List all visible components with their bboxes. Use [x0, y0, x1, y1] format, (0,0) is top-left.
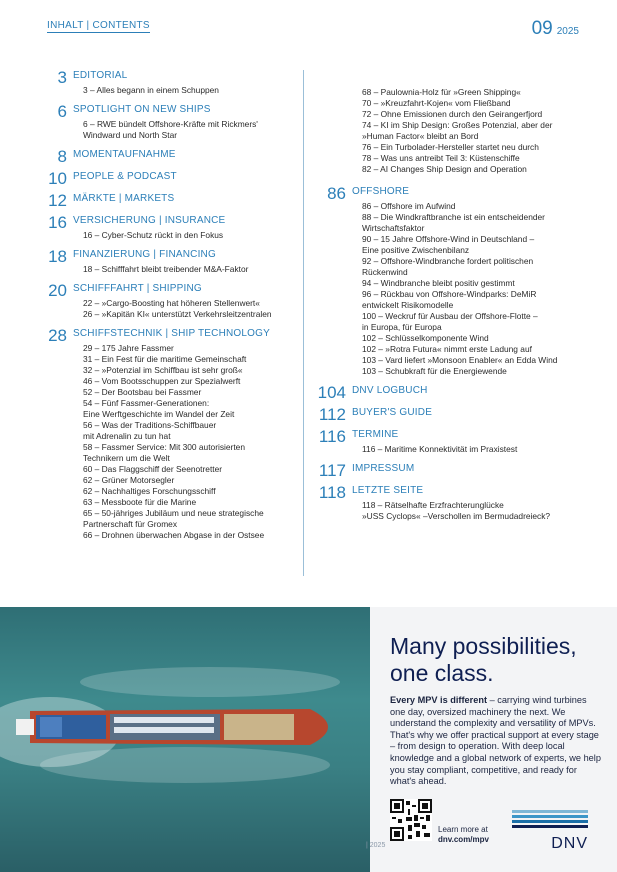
section-page-number: 10	[48, 169, 67, 188]
toc-left-column	[47, 68, 297, 541]
toc-section	[318, 483, 596, 522]
continued-entries	[326, 87, 596, 175]
section-entries	[47, 264, 297, 275]
ad-body-text: – carrying wind turbines one day, oversized machinery the next. We understand the complexity and versatility of MPVs. That's why we offer practical support at every stage – from design to operation. With deep local knowledge and a global network of experts, we help you stay compliant, competitive, and ready for what's ahead.	[390, 695, 601, 787]
toc-entry[interactable]: 103 – Vard liefert »Monsoon Enabler« an Edda Wind	[362, 355, 558, 365]
toc-entry[interactable]: 88 – Die Windkraftbranche ist ein entscheidender Wirtschaftsfaktor	[362, 212, 545, 233]
learn-more	[438, 825, 489, 845]
section-page-number: 28	[48, 326, 67, 345]
section-heading	[47, 102, 297, 121]
section-heading	[47, 213, 297, 232]
toc-entry[interactable]: 118 – Rätselhafte Erzfrachterunglücke »USS Cyclops« –Verschollen im Bermudadreieck?	[362, 500, 551, 521]
toc-section	[318, 405, 596, 424]
section-title: TERMINE	[352, 429, 399, 440]
toc-entry[interactable]: 90 – 15 Jahre Offshore-Wind in Deutschland – Eine positive Zwischenbilanz	[362, 234, 535, 255]
section-page-number: 112	[318, 405, 346, 424]
toc-section	[47, 102, 297, 141]
section-title: IMPRESSUM	[352, 463, 415, 474]
toc-entry[interactable]: 66 – Drohnen überwachen Abgase in der Ostsee	[83, 530, 265, 540]
section-heading	[47, 147, 297, 166]
section-entries	[326, 444, 596, 455]
section-heading	[318, 427, 596, 446]
toc-entry[interactable]: 32 – »Potenzial im Schiffbau ist sehr groß«	[83, 365, 243, 375]
section-entries	[326, 201, 596, 377]
section-title: PEOPLE & PODCAST	[73, 171, 177, 182]
toc-entry[interactable]: 116 – Maritime Konnektivität im Praxistest	[362, 444, 518, 454]
toc-section	[47, 68, 297, 96]
toc-entry[interactable]: 102 – Schlüsselkomponente Wind	[362, 333, 489, 343]
ship-icon	[10, 705, 350, 749]
section-page-number: 18	[48, 247, 67, 266]
toc-entry[interactable]: 52 – Der Bootsbau bei Fassmer	[83, 387, 202, 397]
toc-section	[47, 169, 297, 188]
section-heading	[317, 383, 596, 402]
issue-num: 09	[531, 18, 553, 39]
right-sections	[317, 184, 596, 522]
section-page-number: 12	[48, 191, 67, 210]
section-page-number: 20	[48, 281, 67, 300]
section-heading	[326, 184, 596, 203]
toc-entry[interactable]: 63 – Messboote für die Marine	[83, 497, 197, 507]
dnv-logo	[512, 810, 588, 853]
section-page-number: 117	[318, 461, 346, 480]
toc-entry[interactable]: 6 – RWE bündelt Offshore-Kräfte mit Rickmers' Windward und North Star	[83, 119, 258, 140]
section-heading	[318, 461, 596, 480]
section-title: SCHIFFFAHRT | SHIPPING	[73, 283, 202, 294]
contents-label: INHALT | CONTENTS	[47, 20, 150, 31]
section-title: MÄRKTE | MARKETS	[73, 193, 175, 204]
ad-headline: Many possibilities, one class.	[390, 633, 577, 686]
ship-aerial-photo	[0, 607, 370, 872]
section-title: EDITORIAL	[73, 70, 128, 81]
toc-entry[interactable]: 103 – Schubkraft für die Energiewende	[362, 366, 507, 376]
ad-url-link[interactable]: dnv.com/mpv	[438, 835, 489, 844]
toc-entry[interactable]: 26 – »Kapitän KI« unterstützt Verkehrsleitzentralen	[83, 309, 272, 319]
toc-section	[318, 427, 596, 455]
section-heading	[47, 326, 297, 345]
section-entries	[47, 343, 297, 541]
section-title: FINANZIERUNG | FINANCING	[73, 249, 216, 260]
section-page-number: 16	[48, 213, 67, 232]
section-page-number: 104	[317, 383, 346, 402]
section-page-number: 8	[57, 147, 67, 166]
toc-entry[interactable]: 56 – Was der Traditions-Schiffbauer mit Adrenalin zu tun hat	[83, 420, 217, 441]
toc-entry[interactable]: 86 – Offshore im Aufwind	[362, 201, 456, 211]
learn-more-label: Learn more at	[438, 825, 488, 834]
toc-entry[interactable]: 74 – KI im Ship Design: Großes Potenzial, aber der »Human Factor« bleibt an Bord	[362, 120, 553, 141]
section-heading	[47, 191, 297, 210]
toc-section	[47, 191, 297, 210]
toc-entry[interactable]: 102 – »Rotra Futura« nimmt erste Ladung auf	[362, 344, 532, 354]
section-entries	[47, 230, 297, 241]
toc-entry[interactable]: 82 – AI Changes Ship Design and Operation	[362, 164, 527, 174]
toc-section	[47, 247, 297, 275]
toc-entry[interactable]: 78 – Was uns antreibt Teil 3: Küstenschiffe	[362, 153, 520, 163]
toc-entry[interactable]: 62 – Nachhaltiges Forschungsschiff	[83, 486, 216, 496]
section-entries	[326, 500, 596, 522]
toc-section	[47, 147, 297, 166]
section-entries	[47, 119, 297, 141]
toc-entry[interactable]: 94 – Windbranche bleibt positiv gestimmt	[362, 278, 515, 288]
dnv-advertisement	[0, 607, 617, 872]
section-heading	[47, 68, 297, 87]
toc-entry[interactable]: 100 – Weckruf für Ausbau der Offshore-Flotte – in Europa, für Europa	[362, 311, 538, 332]
qr-code-icon[interactable]	[390, 799, 432, 841]
toc-section	[318, 461, 596, 480]
ad-body	[390, 695, 602, 788]
section-heading	[318, 405, 596, 424]
toc-entry[interactable]: 76 – Ein Turbolader-Hersteller startet neu durch	[362, 142, 539, 152]
toc-entry[interactable]: 16 – Cyber-Schutz rückt in den Fokus	[83, 230, 224, 240]
toc-entry[interactable]: 96 – Rückbau von Offshore-Windparks: DeMiR entwickelt Risikomodelle	[362, 289, 537, 310]
toc-entry[interactable]: 18 – Schifffahrt bleibt treibender M&A-Faktor	[83, 264, 249, 274]
toc-entry[interactable]: 65 – 50-jähriges Jubiläum und neue strategische Partnerschaft für Gromex	[83, 508, 264, 529]
section-title: MOMENTAUFNAHME	[73, 149, 176, 160]
toc-entry[interactable]: 29 – 175 Jahre Fassmer	[83, 343, 174, 353]
toc-entry[interactable]: 72 – Ohne Emissionen durch den Geirangerfjord	[362, 109, 543, 119]
toc-entry[interactable]: 92 – Offshore-Windbranche fordert politischen Rückenwind	[362, 256, 534, 277]
section-title: BUYER'S GUIDE	[352, 407, 433, 418]
toc-entry[interactable]: 70 – »Kreuzfahrt-Kojen« vom Fließband	[362, 98, 511, 108]
section-page-number: 118	[318, 483, 346, 502]
toc-entry[interactable]: 46 – Vom Bootsschuppen zur Spezialwerft	[83, 376, 241, 386]
toc-section	[47, 213, 297, 241]
toc-entry[interactable]: 54 – Fünf Fassmer-Generationen: Eine Werftgeschichte im Wandel der Zeit	[83, 398, 235, 419]
toc-section	[47, 326, 297, 541]
section-entries	[47, 298, 297, 320]
toc-section	[317, 383, 596, 402]
section-title: DNV LOGBUCH	[352, 385, 428, 396]
column-divider	[303, 70, 304, 576]
dnv-wave-icon	[512, 810, 588, 828]
toc-section	[47, 281, 297, 320]
toc-entry[interactable]: 3 – Alles begann in einem Schuppen	[83, 85, 219, 95]
toc-entry[interactable]: 68 – Paulownia-Holz für »Green Shipping«	[362, 87, 521, 97]
section-title: VERSICHERUNG | INSURANCE	[73, 215, 226, 226]
dnv-wordmark: DNV	[551, 835, 588, 852]
section-title: OFFSHORE	[352, 186, 410, 197]
section-page-number: 86	[327, 184, 346, 203]
toc-entry[interactable]: 58 – Fassmer Service: Mit 300 autorisierten Technikern um die Welt	[83, 442, 245, 463]
section-page-number: 3	[57, 68, 67, 87]
issue-year: 2025	[556, 26, 579, 37]
ad-body-bold: Every MPV is different	[390, 695, 488, 705]
toc-entry[interactable]: 62 – Grüner Motorsegler	[83, 475, 175, 485]
section-title: SCHIFFSTECHNIK | SHIP TECHNOLOGY	[73, 328, 270, 339]
section-heading	[318, 483, 596, 502]
toc-right-column	[317, 86, 596, 522]
toc-entry[interactable]: 60 – Das Flaggschiff der Seenotretter	[83, 464, 223, 474]
section-page-number: 6	[57, 102, 67, 121]
toc-section	[326, 184, 596, 377]
section-title: LETZTE SEITE	[352, 485, 424, 496]
issue-number	[532, 18, 579, 40]
toc-entry[interactable]: 22 – »Cargo-Boosting hat höheren Stellenwert«	[83, 298, 260, 308]
toc-entry[interactable]: 31 – Ein Fest für die maritime Gemeinschaft	[83, 354, 247, 364]
section-entries	[47, 85, 297, 96]
section-heading	[47, 169, 297, 188]
section-page-number: 116	[318, 427, 346, 446]
ad-footer: | 2025	[366, 842, 386, 849]
section-title: SPOTLIGHT ON NEW SHIPS	[73, 104, 211, 115]
section-heading	[47, 247, 297, 266]
section-heading	[47, 281, 297, 300]
